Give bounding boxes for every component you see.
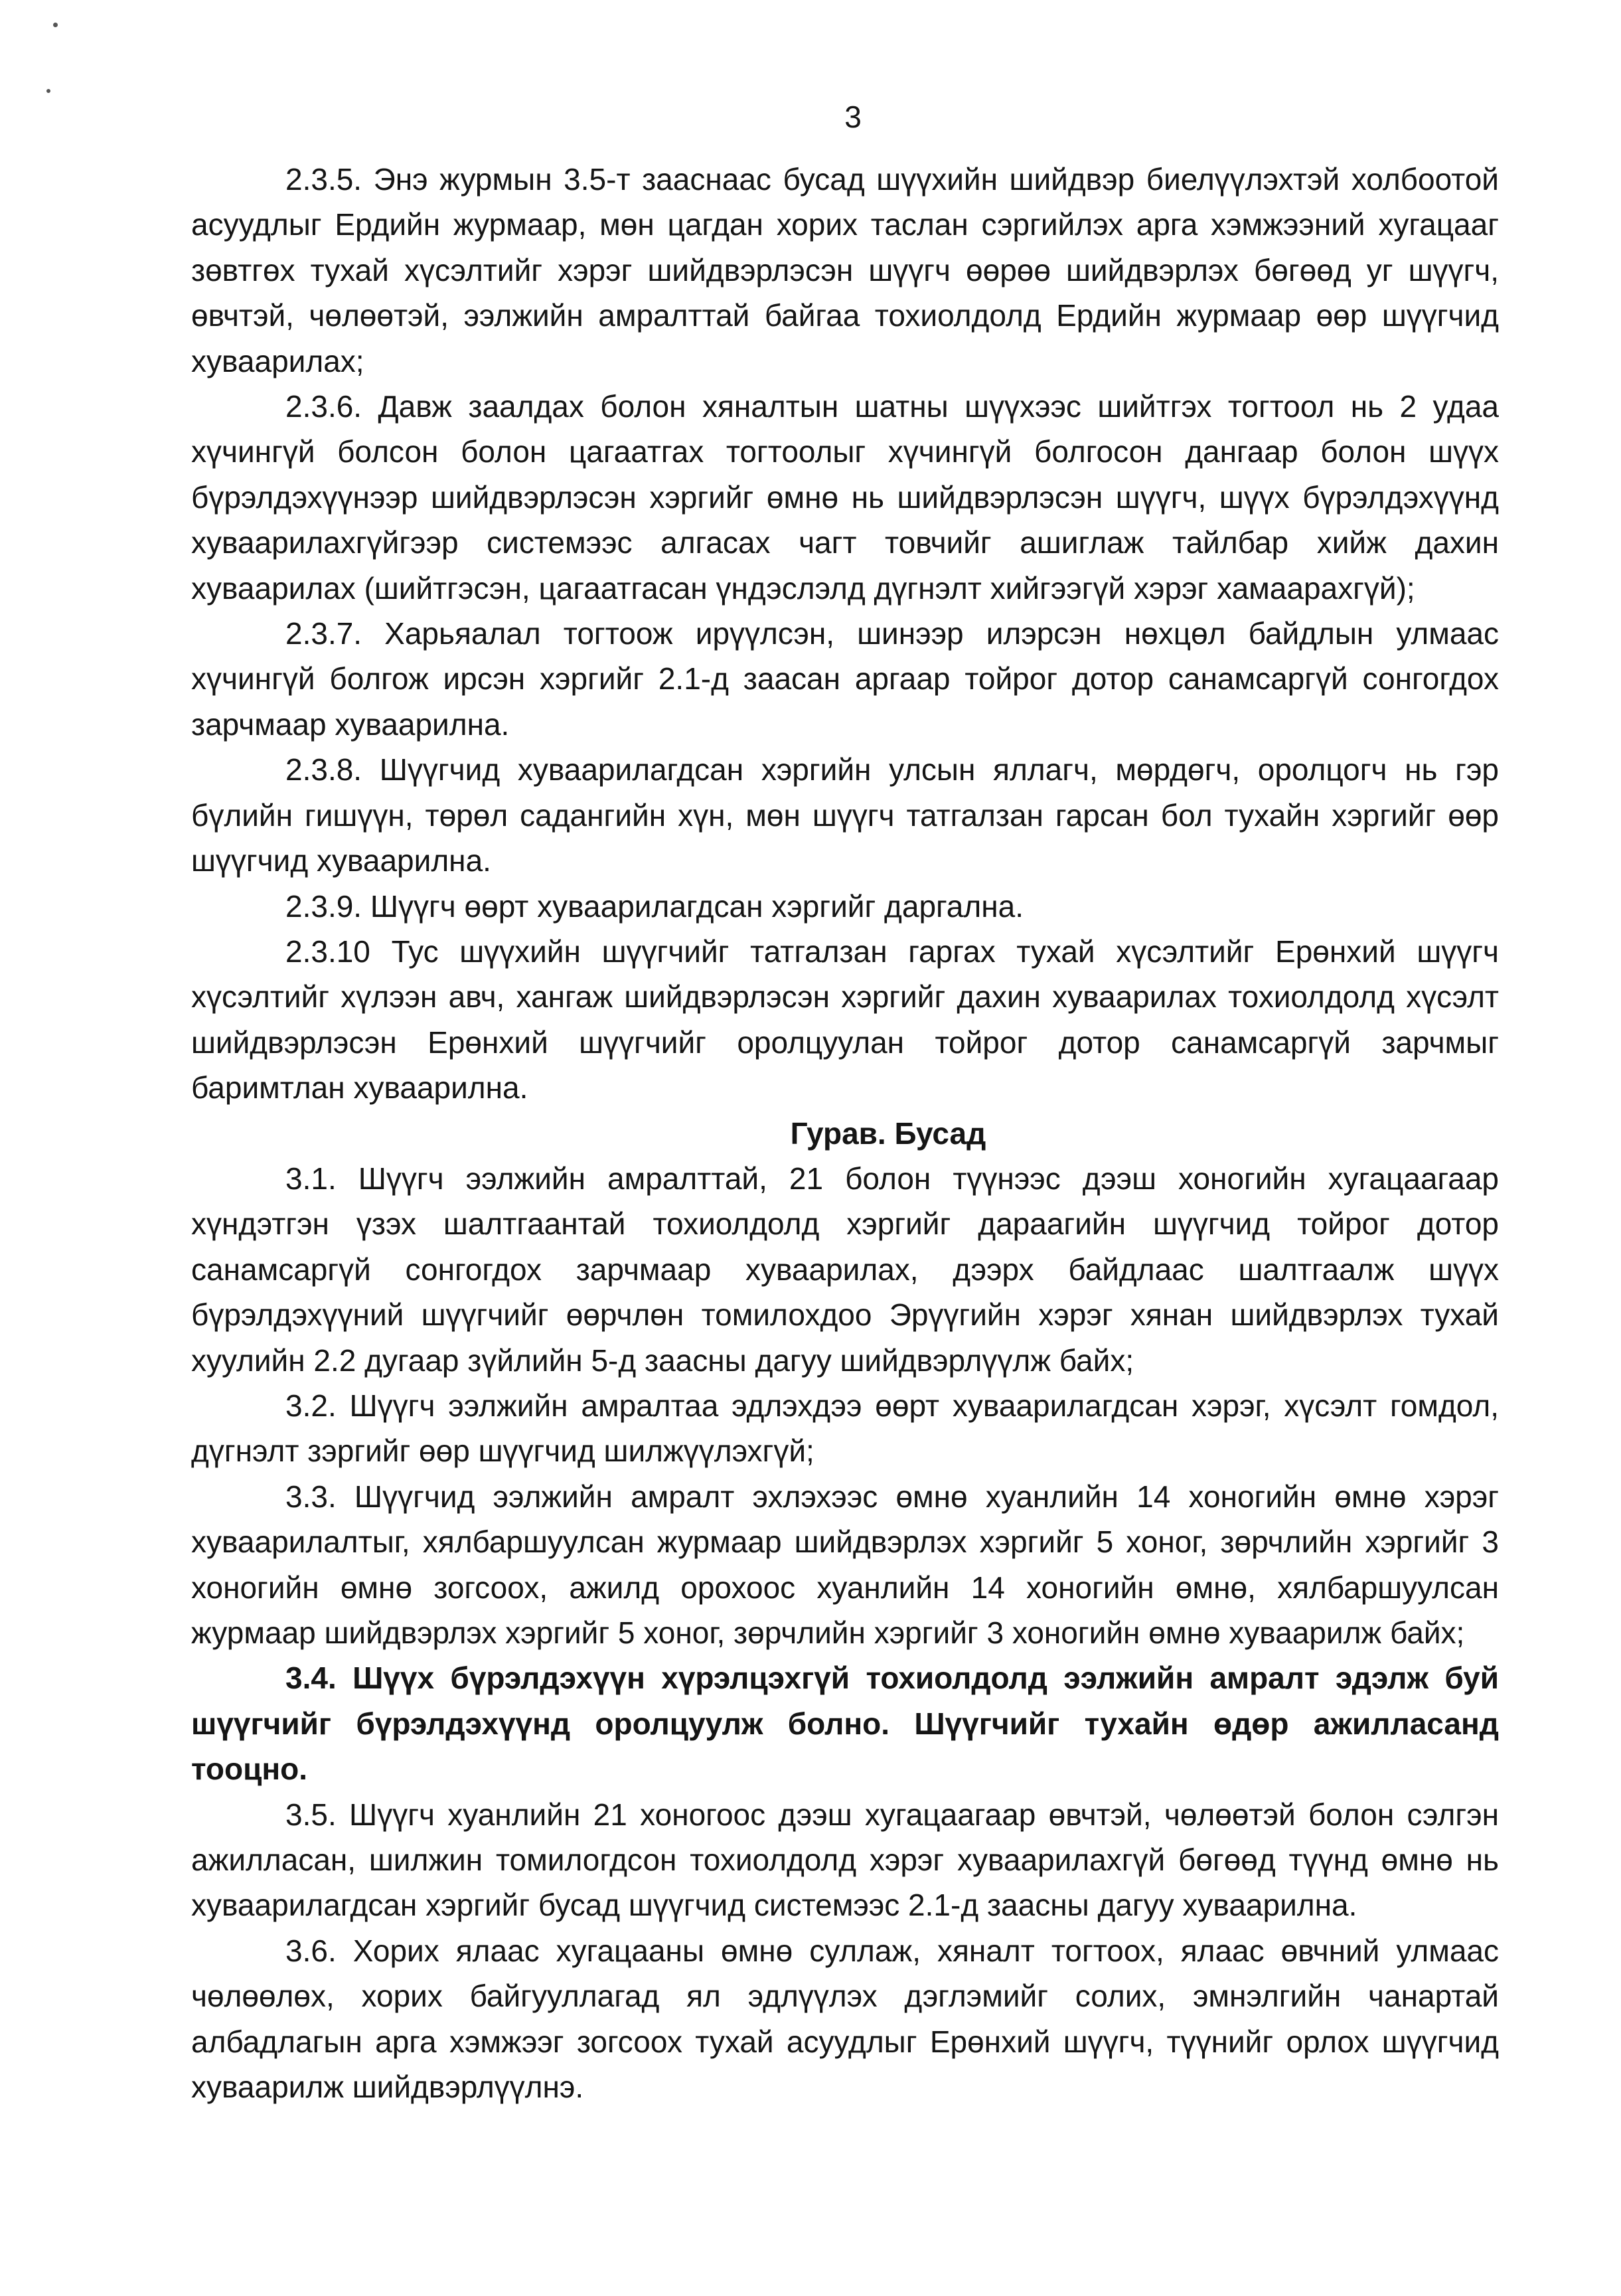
paragraph-2-3-9: 2.3.9. Шүүгч өөрт хуваарилагдсан хэргийг даргална.	[285, 888, 1024, 924]
section-heading: Гурав. Бусад	[790, 1115, 986, 1151]
document-body	[191, 157, 1499, 2109]
paragraph-3-1: 3.1. Шүүгч ээлжийн амралттай, 21 болон түүнээс дээш хоногийн хугацаагаар хүндэтгэн үзэх шалтгаантай тохиолдолд хэргийг дараагийн шүүгчид тойрог дотор санамсаргүй сонгогдох зарчмаар хуваарилах, дээрх байдлаас шалтгаалж шүүх бүрэлдэхүүний шүүгчийг өөрчлөн томилохдоо Эрүүгийн хэрэг хянан шийдвэрлэх тухай хуулийн 2.2 дугаар зүйлийн 5-д заасны дагуу шийдвэрлүүлж байх;	[191, 1161, 1499, 1378]
scan-speck	[46, 89, 50, 93]
page-number: 3	[844, 100, 862, 134]
paragraph-2-3-5: 2.3.5. Энэ журмын 3.5-т зааснаас бусад шүүхийн шийдвэр биелүүлэхтэй холбоотой асуудлыг Ердийн журмаар, мөн цагдан хорих таслан сэргийлэх арга хэмжээний хугацааг зөвтгөх тухай хүсэлтийг хэрэг шийдвэрлэсэн шүүгч өөрөө шийдвэрлэх бөгөөд уг шүүгч, өвчтэй, чөлөөтэй, ээлжийн амралттай байгаа тохиолдолд Ердийн журмаар өөр шүүгчид хуваарилах;	[191, 162, 1499, 378]
paragraph-2-3-10: 2.3.10 Тус шүүхийн шүүгчийг татгалзан гаргах тухай хүсэлтийг Ерөнхий шүүгч хүсэлтийг хүлээн авч, хангаж шийдвэрлэсэн хэргийг дахин хуваарилах тохиолдолд хүсэлт шийдвэрлэсэн Ерөнхий шүүгчийг оролцуулан тойрог дотор санамсаргүй зарчмыг баримтлан хуваарилна.	[191, 934, 1499, 1106]
paragraph-3-3: 3.3. Шүүгчид ээлжийн амралт эхлэхээс өмнө хуанлийн 14 хоногийн өмнө хэрэг хуваарилалтыг, хялбаршуулсан журмаар шийдвэрлэх хэргийг 5 хоног, зөрчлийн хэргийг 3 хоногийн өмнө зогсоох, ажилд орохоос хуанлийн 14 хоногийн өмнө, хялбаршуулсан журмаар шийдвэрлэх хэргийг 5 хоног, зөрчлийн хэргийг 3 хоногийн өмнө хуваарилж байх;	[191, 1479, 1499, 1650]
paragraph-3-4: 3.4. Шүүх бүрэлдэхүүн хүрэлцэхгүй тохиолдолд ээлжийн амралт эдэлж буй шүүгчийг бүрэлдэхүүнд оролцуулж болно. Шүүгчийг тухайн өдөр ажилласанд тооцно.	[191, 1661, 1499, 1787]
scan-speck	[53, 23, 58, 27]
paragraph-3-6: 3.6. Хорих ялаас хугацааны өмнө суллаж, хяналт тогтоох, ялаас өвчний улмаас чөлөөлөх, хорих байгууллагад ял эдлүүлэх дэглэмийг солих, эмнэлгийн чанартай албадлагын арга хэмжээг зогсоох тухай асуудлыг Ерөнхий шүүгч, түүнийг орлох шүүгчид хуваарилж шийдвэрлүүлнэ.	[191, 1933, 1499, 2105]
paragraph-3-2: 3.2. Шүүгч ээлжийн амралтаа эдлэхдээ өөрт хуваарилагдсан хэрэг, хүсэлт гомдол, дүгнэлт зэргийг өөр шүүгчид шилжүүлэхгүй;	[191, 1388, 1499, 1469]
paragraph-2-3-7: 2.3.7. Харьяалал тогтоож ирүүлсэн, шинээр илэрсэн нөхцөл байдлын улмаас хүчингүй болгож ирсэн хэргийг 2.1-д заасан аргаар тойрог дотор санамсаргүй сонгогдох зарчмаар хуваарилна.	[191, 616, 1499, 742]
paragraph-2-3-6: 2.3.6. Давж заалдах болон хяналтын шатны шүүхээс шийтгэх тогтоол нь 2 удаа хүчингүй болсон болон цагаатгах тогтоолыг хүчингүй болгосон дангаар болон шүүх бүрэлдэхүүнээр шийдвэрлэсэн хэргийг өмнө нь шийдвэрлэсэн шүүгч, шүүх бүрэлдэхүүнд хуваарилахгүйгээр системээс алгасах чагт товчийг ашиглаж тайлбар хийж дахин хуваарилах (шийтгэсэн, цагаатгасан үндэслэлд дүгнэлт хийгээгүй хэрэг хамаарахгүй);	[191, 389, 1499, 606]
paragraph-2-3-8: 2.3.8. Шүүгчид хуваарилагдсан хэргийн улсын яллагч, мөрдөгч, оролцогч нь гэр бүлийн гишүүн, төрөл садангийн хүн, мөн шүүгч татгалзан гарсан бол тухайн хэргийг өөр шүүгчид хуваарилна.	[191, 752, 1499, 878]
paragraph-3-5: 3.5. Шүүгч хуанлийн 21 хоногоос дээш хугацаагаар өвчтэй, чөлөөтэй болон сэлгэн ажилласан, шилжин томилогдсон тохиолдолд хэрэг хуваарилахгүй бөгөөд түүнд өмнө нь хуваарилагдсан хэргийг бусад шүүгчид системээс 2.1-д заасны дагуу хуваарилна.	[191, 1797, 1499, 1923]
